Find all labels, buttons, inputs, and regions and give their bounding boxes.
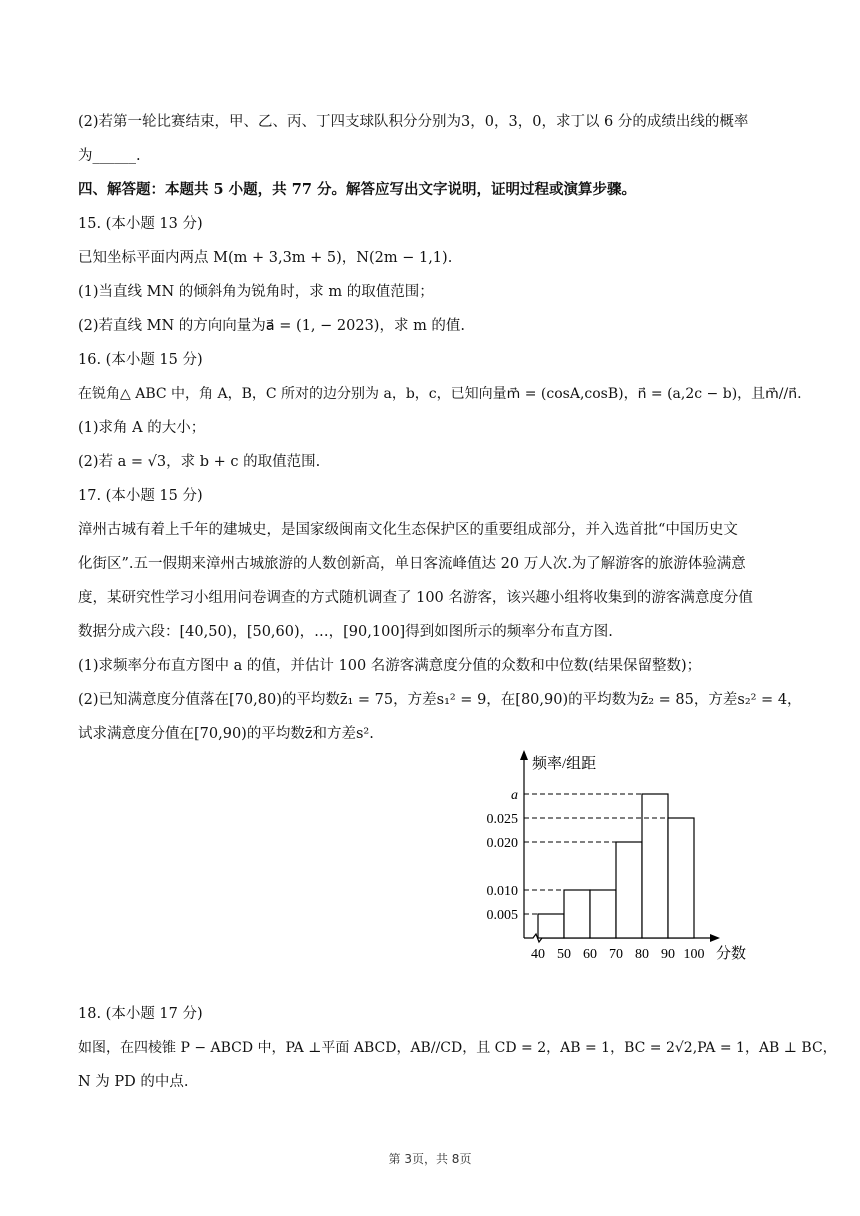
q15-line: (1)当直线 MN 的倾斜角为锐角时，求 m 的取值范围； bbox=[78, 284, 434, 300]
histogram-bar bbox=[642, 794, 668, 938]
histogram-bar bbox=[590, 890, 616, 938]
q17-line: (1)求频率分布直方图中 a 的值，并估计 100 名游客满意度分值的众数和中位数(结果保留整数)； bbox=[78, 658, 702, 674]
q16-line: (2)若 a = √3，求 b + c 的取值范围. bbox=[78, 454, 321, 470]
q16-line: 在锐角△ ABC 中，角 A，B，C 所对的边分别为 a，b，c，已知向量m⃗ = (cosA,cosB)，n⃗ = (a,2c − b)，且m⃗//n⃗. bbox=[78, 386, 802, 402]
q15-header: 15. (本小题 13 分) bbox=[78, 216, 203, 232]
frequency-histogram bbox=[468, 744, 798, 974]
x-tick-label: 60 bbox=[583, 947, 597, 962]
histogram-bar bbox=[668, 818, 694, 938]
y-axis-arrow bbox=[520, 750, 528, 760]
y-axis-label: 频率/组距 bbox=[532, 756, 597, 772]
y-tick-label: 0.010 bbox=[486, 884, 518, 899]
problem14-part2-line1: (2)若第一轮比赛结束，甲、乙、丙、丁四支球队积分分别为3，0，3，0，求丁以 6 分的成绩出线的概率 bbox=[78, 114, 749, 130]
page-footer: 第 3页，共 8页 bbox=[388, 1152, 472, 1166]
q15-line: 已知坐标平面内两点 M(m + 3,3m + 5)，N(2m − 1,1). bbox=[78, 250, 453, 266]
y-tick-label: 0.025 bbox=[486, 812, 518, 827]
q18-header: 18. (本小题 17 分) bbox=[78, 1006, 203, 1022]
q17-line: 漳州古城有着上千年的建城史，是国家级闽南文化生态保护区的重要组成部分，并入选首批“中国历史文 bbox=[78, 522, 738, 538]
section-heading: 四、解答题：本题共 5 小题，共 77 分。解答应写出文字说明，证明过程或演算步骤。 bbox=[78, 181, 636, 198]
q18-line: N 为 PD 的中点. bbox=[78, 1074, 189, 1090]
q17-line: 数据分成六段：[40,50)，[50,60)，…，[90,100]得到如图所示的频率分布直方图. bbox=[78, 624, 613, 640]
y-tick-label: a bbox=[511, 788, 518, 803]
q16-header: 16. (本小题 15 分) bbox=[78, 352, 203, 368]
histogram-bar bbox=[616, 842, 642, 938]
x-tick-label: 90 bbox=[661, 947, 675, 962]
x-tick-label: 40 bbox=[531, 947, 545, 962]
x-tick-label: 80 bbox=[635, 947, 649, 962]
x-axis-label: 分数 bbox=[716, 946, 747, 962]
q16-line: (1)求角 A 的大小； bbox=[78, 420, 206, 436]
q17-line: 化街区”.五一假期来漳州古城旅游的人数创新高，单日客流峰值达 20 万人次.为了解游客的旅游体验满意 bbox=[78, 556, 746, 572]
x-axis-arrow bbox=[710, 934, 720, 942]
q17-line: (2)已知满意度分值落在[70,80)的平均数z̄₁ = 75，方差s₁² = 9，在[80,90)的平均数为z̄₂ = 85，方差s₂² = 4， bbox=[78, 692, 802, 708]
q17-line: 度，某研究性学习小组用问卷调查的方式随机调查了 100 名游客，该兴趣小组将收集到的游客满意度分值 bbox=[78, 590, 753, 606]
y-tick-label: 0.005 bbox=[486, 908, 518, 923]
x-tick-label: 70 bbox=[609, 947, 623, 962]
problem14-part2-line2: 为______. bbox=[78, 148, 141, 164]
x-tick-label: 50 bbox=[557, 947, 571, 962]
q17-line: 试求满意度分值在[70,90)的平均数z̄和方差s². bbox=[78, 726, 374, 742]
q15-line: (2)若直线 MN 的方向向量为a⃗ = (1, − 2023)，求 m 的值. bbox=[78, 318, 466, 334]
x-tick-label: 100 bbox=[683, 947, 705, 962]
histogram-bar bbox=[538, 914, 564, 938]
q17-header: 17. (本小题 15 分) bbox=[78, 488, 203, 504]
histogram-bar bbox=[564, 890, 590, 938]
q18-line: 如图，在四棱锥 P − ABCD 中，PA ⊥平面 ABCD，AB//CD，且 CD = 2，AB = 1，BC = 2√2,PA = 1，AB ⊥ BC， bbox=[78, 1040, 837, 1056]
y-tick-label: 0.020 bbox=[486, 836, 518, 851]
